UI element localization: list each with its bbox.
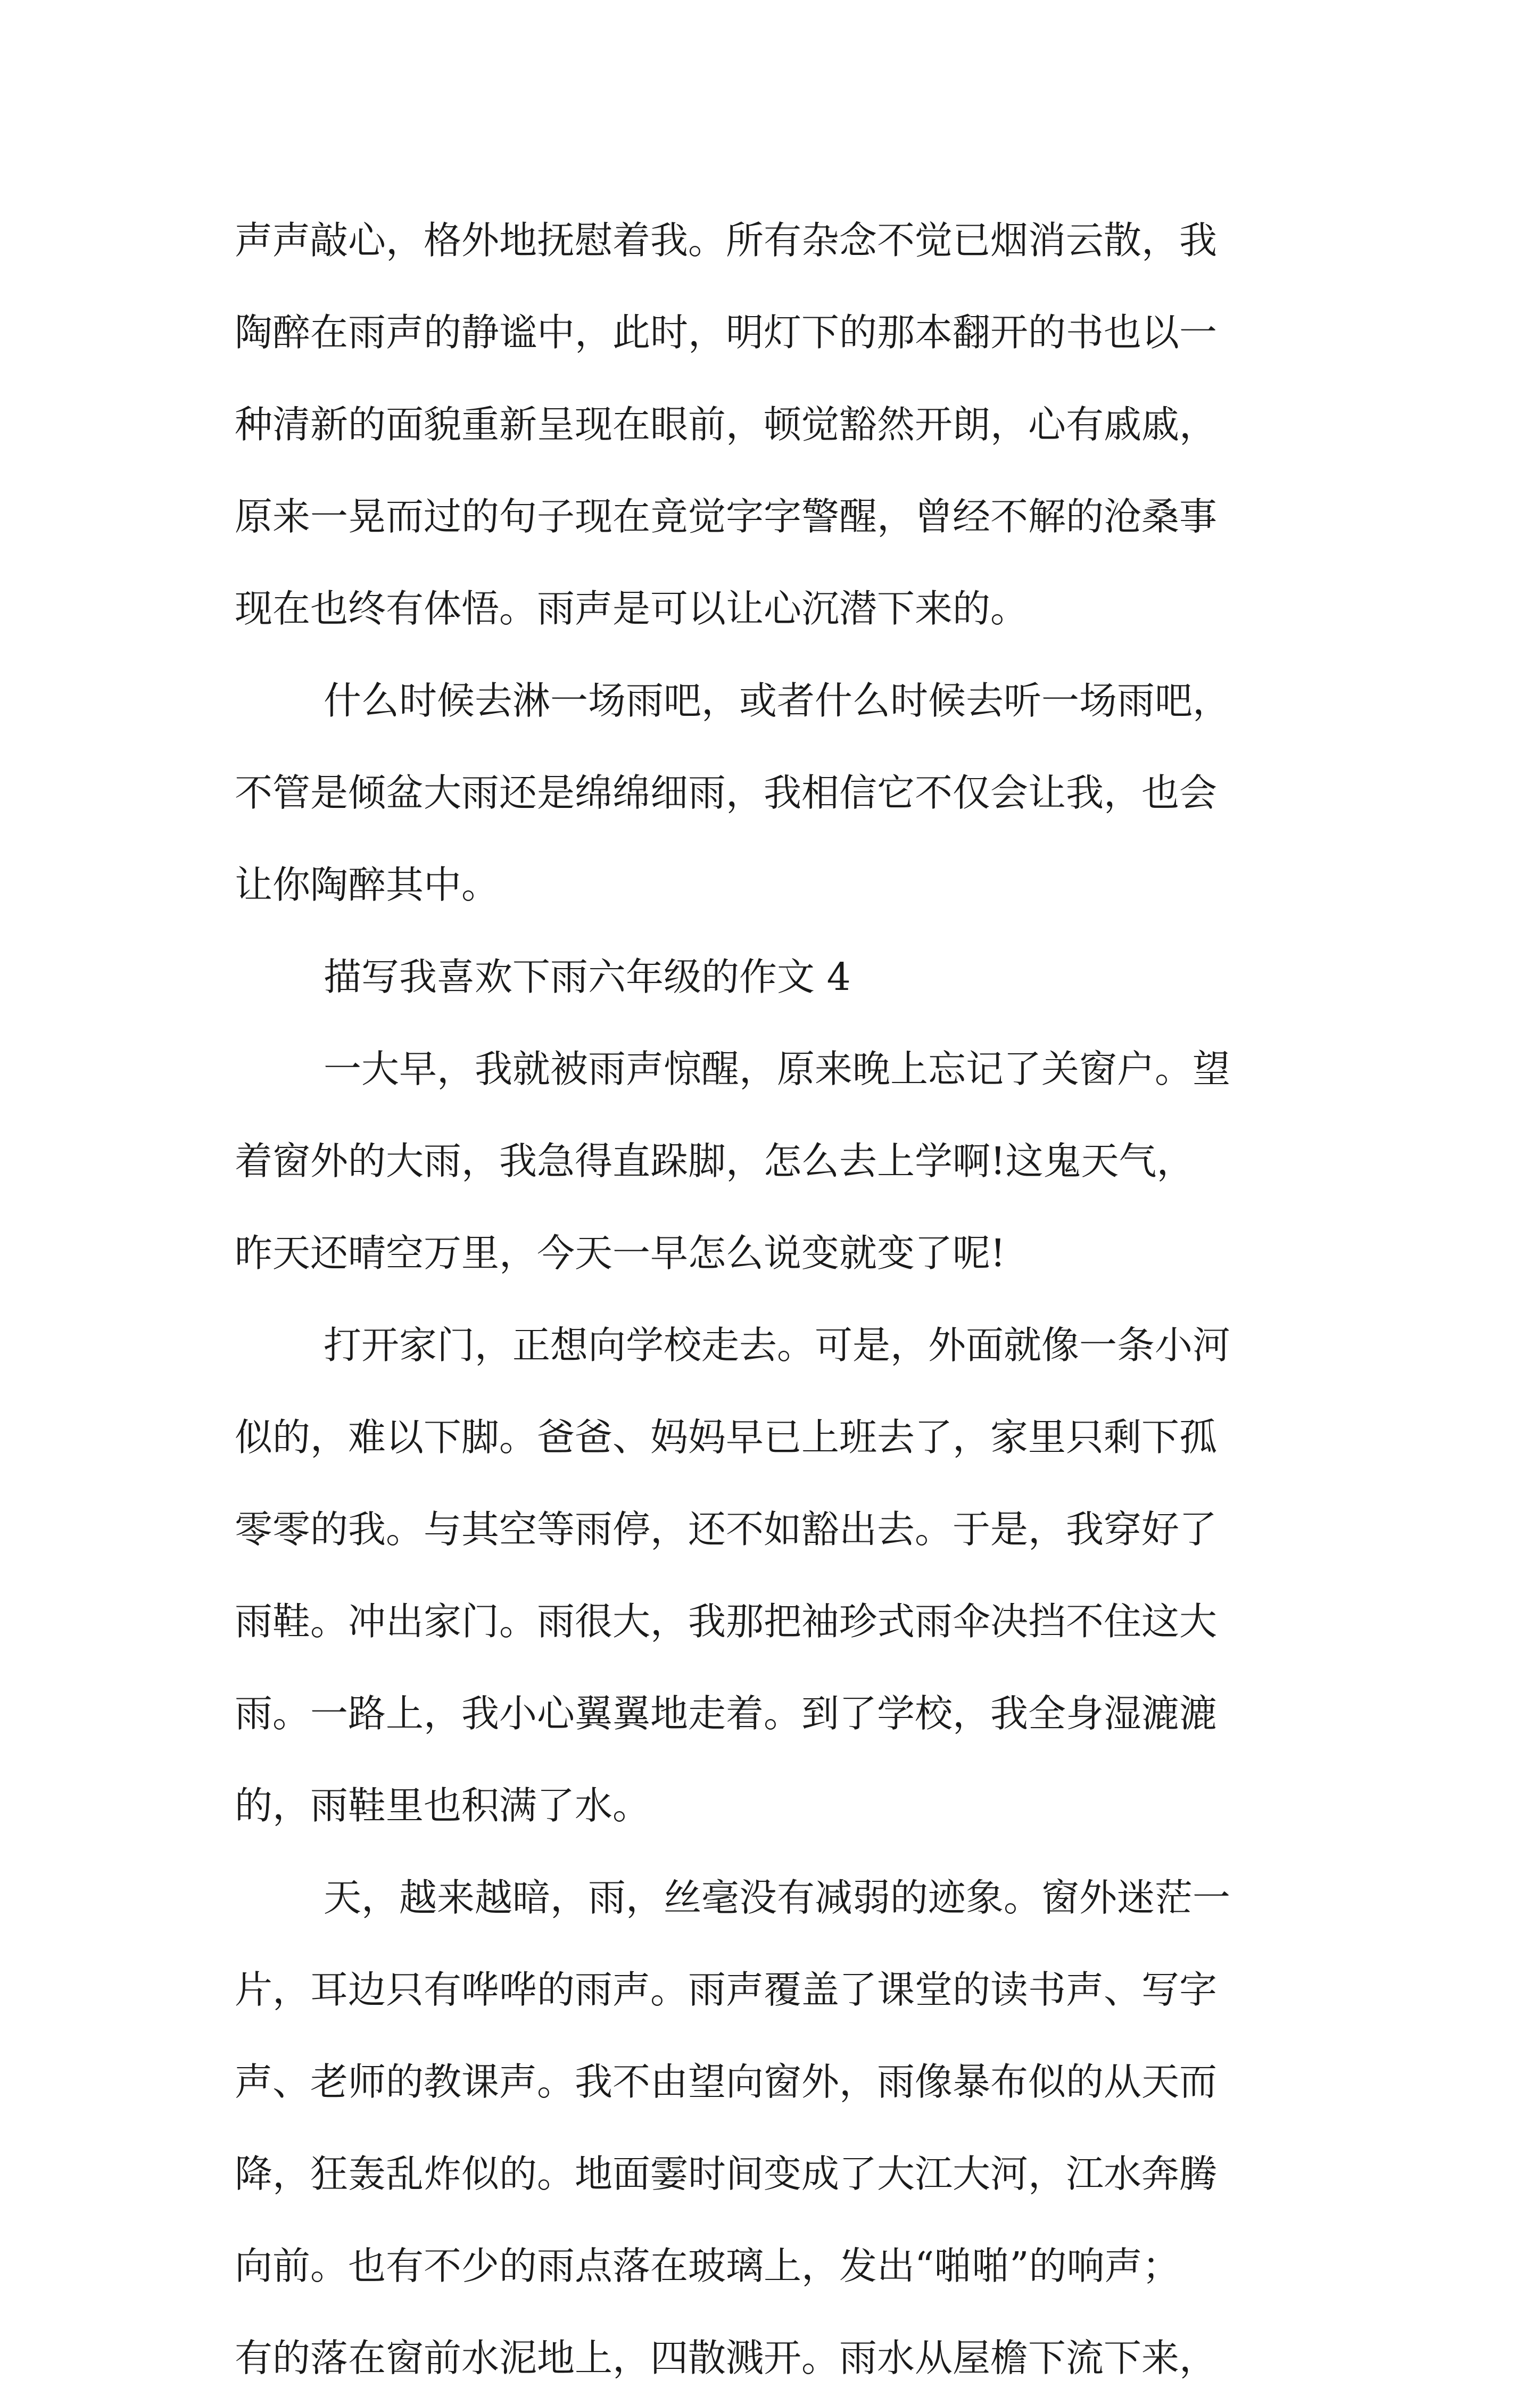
text-line: 向前。也有不少的雨点落在玻璃上，发出“啪啪”的响声； — [235, 2244, 1180, 2288]
text-line: 声、老师的教课声。我不由望向窗外，雨像暴布似的从天而 — [235, 2060, 1218, 2104]
text-line: 雨。一路上，我小心翼翼地走着。到了学校，我全身湿漉漉 — [235, 1691, 1218, 1736]
text-line: 打开家门，正想向学校走去。可是，外面就像一条小河 — [324, 1323, 1231, 1367]
text-line: 陶醉在雨声的静谧中，此时，明灯下的那本翻开的书也以一 — [235, 310, 1218, 354]
text-line: 不管是倾盆大雨还是绵绵细雨，我相信它不仅会让我，也会 — [235, 771, 1218, 815]
text-line: 零零的我。与其空等雨停，还不如豁出去。于是，我穿好了 — [235, 1507, 1218, 1551]
text-line: 描写我喜欢下雨六年级的作文 4 — [324, 955, 851, 999]
text-line: 的，雨鞋里也积满了水。 — [235, 1783, 651, 1828]
text-line: 声声敲心，格外地抚慰着我。所有杂念不觉已烟消云散，我 — [235, 218, 1218, 262]
text-line: 原来一晃而过的句子现在竟觉字字警醒，曾经不解的沧桑事 — [235, 494, 1218, 539]
text-line: 有的落在窗前水泥地上，四散溅开。雨水从屋檐下流下来， — [235, 2336, 1218, 2380]
text-line: 片，耳边只有哗哗的雨声。雨声覆盖了课堂的读书声、写字 — [235, 1968, 1218, 2012]
text-line: 昨天还晴空万里，今天一早怎么说变就变了呢! — [235, 1231, 1006, 1275]
text-line: 似的，难以下脚。爸爸、妈妈早已上班去了，家里只剩下孤 — [235, 1415, 1218, 1459]
text-line: 现在也终有体悟。雨声是可以让心沉潜下来的。 — [235, 586, 1029, 631]
text-line: 种清新的面貌重新呈现在眼前，顿觉豁然开朗，心有戚戚， — [235, 402, 1218, 447]
text-line: 降，狂轰乱炸似的。地面霎时间变成了大江大河，江水奔腾 — [235, 2152, 1218, 2196]
body-text — [235, 194, 1320, 2404]
text-line: 一大早，我就被雨声惊醒，原来晚上忘记了关窗户。望 — [324, 1047, 1231, 1091]
text-line: 让你陶醉其中。 — [235, 863, 500, 907]
text-line: 什么时候去淋一场雨吧，或者什么时候去听一场雨吧， — [324, 679, 1231, 723]
text-line: 着窗外的大雨，我急得直跺脚，怎么去上学啊!这鬼天气， — [235, 1139, 1195, 1183]
text-line: 雨鞋。冲出家门。雨很大，我那把袖珍式雨伞决挡不住这大 — [235, 1599, 1218, 1643]
text-line: 天，越来越暗，雨，丝毫没有减弱的迹象。窗外迷茫一 — [324, 1876, 1231, 1920]
